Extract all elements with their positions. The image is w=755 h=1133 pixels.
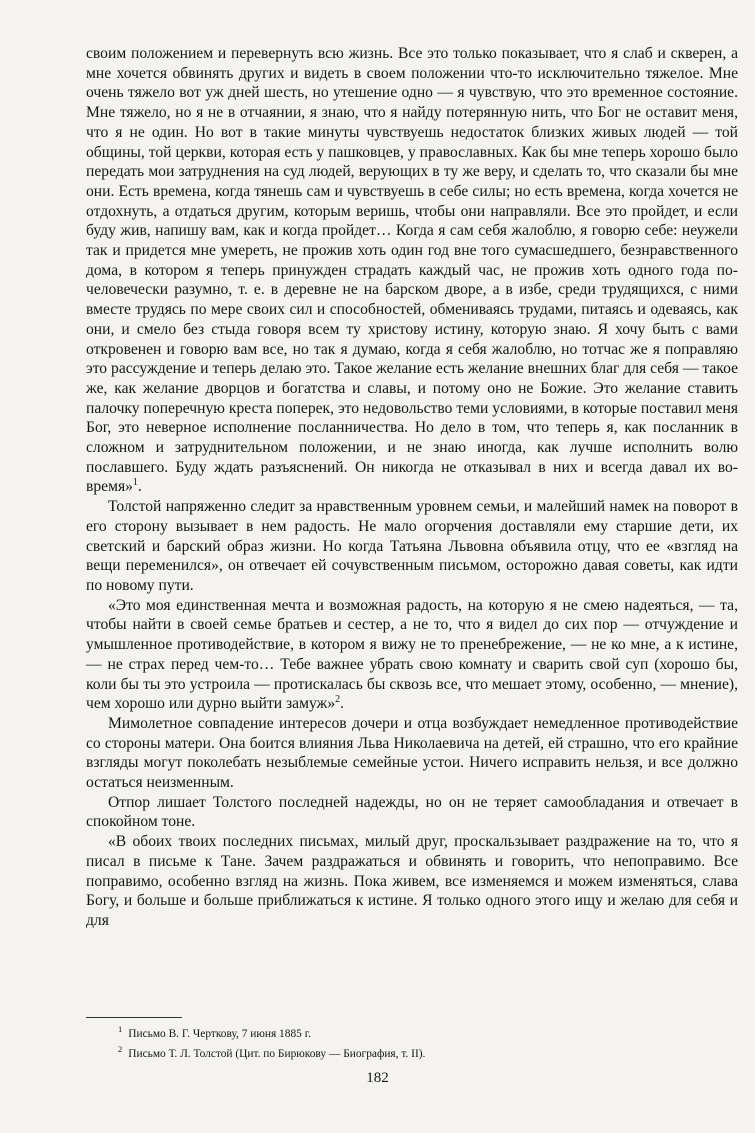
footnote-divider — [86, 1017, 182, 1018]
footnote-number: 1 — [118, 1024, 123, 1034]
footnote-ref-2: 2 — [335, 694, 341, 706]
footnotes — [118, 1022, 718, 1062]
footnote-ref-1: 1 — [132, 477, 138, 489]
footnote-2 — [118, 1042, 718, 1062]
paragraph-6: «В обоих твоих последних письмах, милый друг, проскальзывает раздражение на то, что я писал в письме к Тане. Зачем раздражаться и обвинять и говорить, что непоправимо. Все поправимо, особенно взгляд на жизнь. Пока живем, все изменяемся и можем изменяться, слава Богу, и больше и больше приближаться к истине. Я только одного этого ищу и желаю для себя и для — [86, 833, 738, 929]
paragraph-2: Толстой напряженно следит за нравственным уровнем семьи, и малейший намек на поворот в его сторону вызывает в нем радость. Не мало огорчения доставляли ему старшие дети, их светский и барский образ жизни. Но когда Татьяна Львовна объявила отцу, что ее «взгляд на вещи переменился», он отвечает ей сочувственным письмом, осторожно давая советы, как идти по новому пути. — [86, 498, 738, 594]
page-number: 182 — [366, 1070, 389, 1086]
paragraph-1: своим положением и перевернуть всю жизнь. Все это только показывает, что я слаб и скверен, а мне хочется обвинять других и видеть в своем положении что-то исключительно тяжелое. Мне очень тяжело вот уж дней шесть, но утешение одно — я чувствую, что это временное состояние. Мне тяжело, но я не в отчаянии, я знаю, что я найду потерянную нить, что Бог не оставит меня, что я не один. Но вот в такие минуты чувствуешь недостаток близких живых людей — той общины, той церкви, которая есть у пашковцев, у православных. Как бы мне теперь хорошо было передать мои затруднения на суд людей, верующих в ту же веру, и сделать то, что сказали бы мне они. Есть времена, когда тянешь сам и чувствуешь в себе силы; но есть времена, когда хочется не отдохнуть, а отдаться другим, которым веришь, чтобы они направляли. Все это пройдет, и если буду жив, напишу вам, как и когда пройдет… Когда я сам себя жалоблю, я говорю себе: неужели так и придется мне умереть, не прожив хоть один год вне того сумасшедшего, безнравственного дома, в котором я теперь принужден страдать каждый час, не прожив хоть одного года по-человечески разумно, т. е. в деревне не на барском дворе, а в избе, среди трудящихся, с ними вместе трудясь по мере своих сил и способностей, обмениваясь трудами, питаясь и одеваясь, как они, и смело без стыда говоря всем ту христову истину, которую знаю. Я хочу быть с вами откровенен и говорю вам все, но так я думаю, когда я себя жалоблю, но тотчас же я поправляю это рассуждение и теперь делаю это. Такое желание есть желание внешних благ для себя — такое же, как желание дворцов и богатства и славы, и потому оно не Божие. Это желание ставить палочку поперечную креста поперек, это недовольство теми условиями, в которые поставил меня Бог, это неверное исполнение посланничества. Но дело в том, что теперь я, как посланник в сложном и затруднительном положении, и не знаю иногда, как лучше исполнить волю пославшего. Буду ждать разъяснений. Он никогда не отказывал в них и всегда давал их во-время»$^1$. — [86, 45, 738, 496]
paragraph-4: Мимолетное совпадение интересов дочери и отца возбуждает немедленное противодействие со стороны матери. Она боится влияния Льва Николаевича на детей, ей страшно, что его крайние взгляды могут поколебать незыблемые семейные устои. Ничего исправить нельзя, и все должно остаться неизменным. — [86, 714, 738, 792]
footnote-number: 2 — [118, 1043, 123, 1054]
footnote-text: Письмо В. Г. Черткову, 7 июня 1885 г. — [128, 1027, 311, 1040]
footnote-text: Письмо Т. Л. Толстой (Цит. по Бирюкову — Биография, т. II). — [128, 1047, 426, 1060]
paragraph-5: Отпор лишает Толстого последней надежды, но он не теряет самообладания и отвечает в спокойном тоне. — [86, 793, 738, 831]
main-text — [86, 44, 738, 931]
footnote-1 — [118, 1022, 718, 1042]
paragraph-3: «Это моя единственная мечта и возможная радость, на которую я не смею надеяться, — та, чтобы найти в своей семье братьев и сестер, а не то, что я видел до сих пор — отчуждение и умышленное противодействие, в котором я вижу не то пренебрежение, — не ко мне, а к истине, — не страх перед чем-то… Тебе важнее убрать свою комнату и сварить свой суп (хорошо бы, коли бы ты это устроила — протискалась бы сквозь все, что мешает этому, особенно, — мнение), чем хорошо или дурно выйти замуж»$^2$. — [86, 596, 738, 713]
